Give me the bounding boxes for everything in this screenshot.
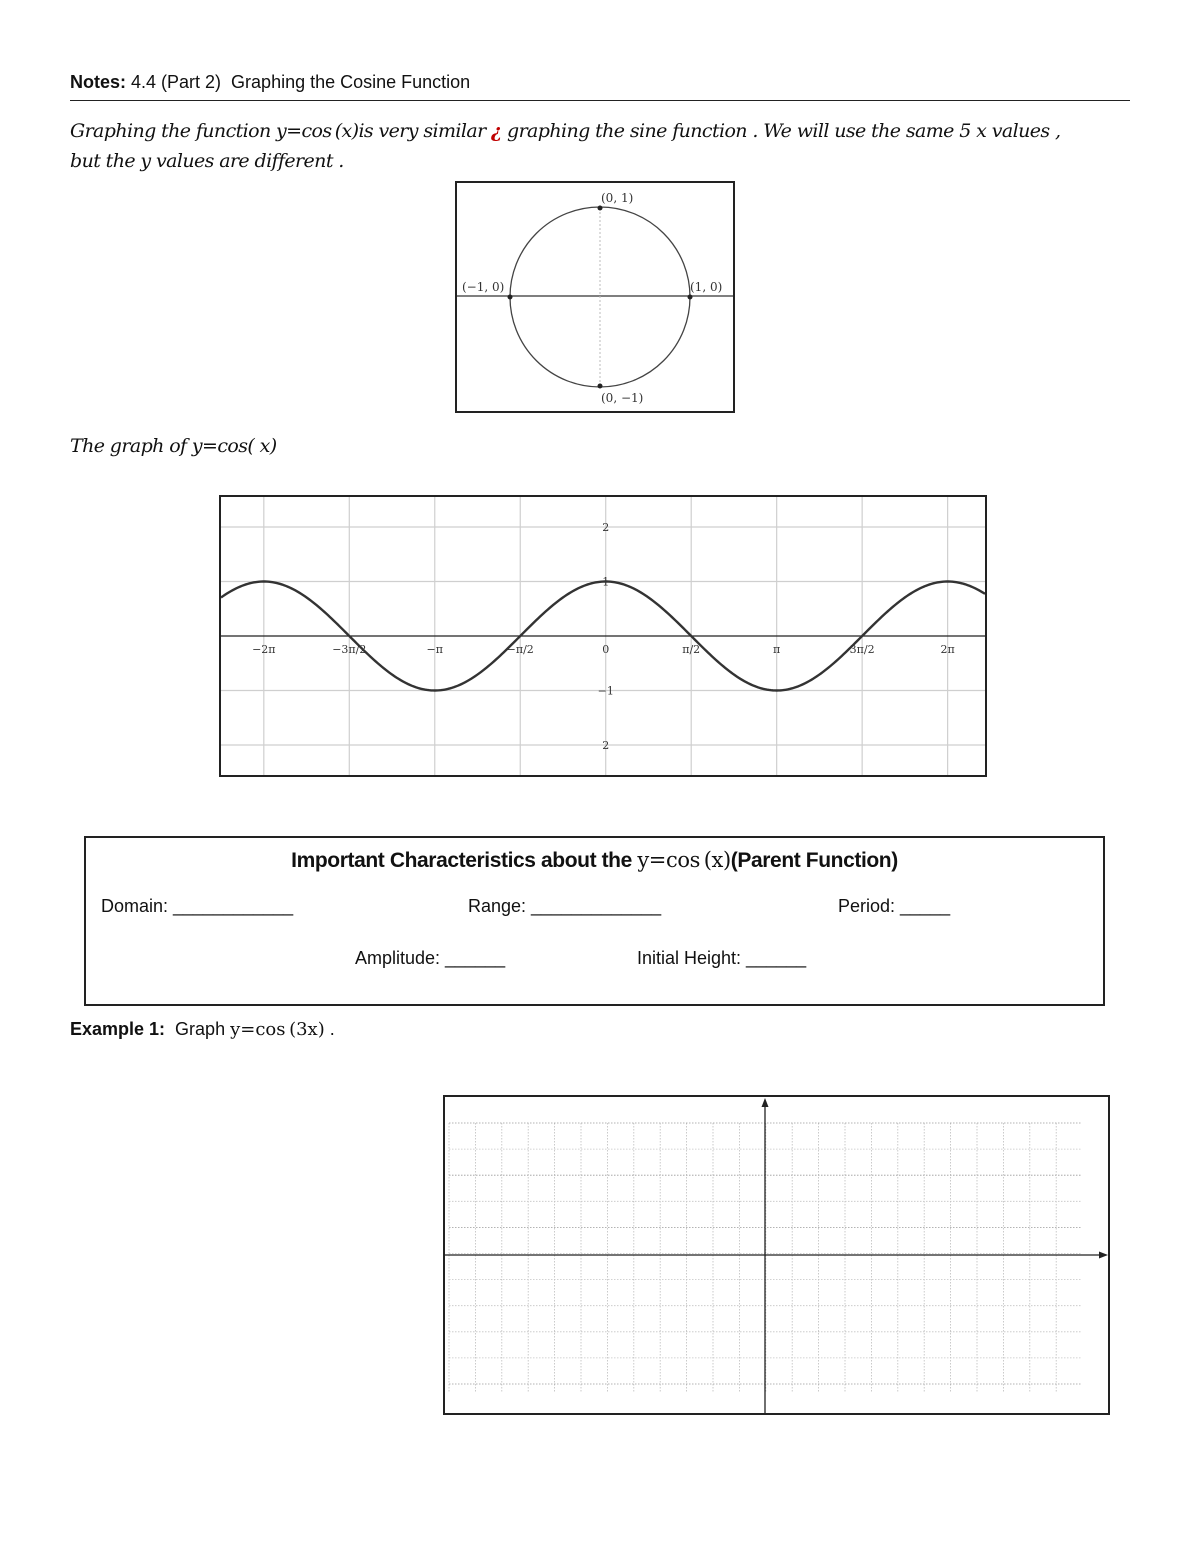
y-tick-label: −1 xyxy=(597,684,614,698)
x-tick-label: 2π xyxy=(940,643,955,656)
domain-field: Domain: ____________ xyxy=(101,896,294,916)
notes-header xyxy=(70,72,1130,101)
unit-circle-svg xyxy=(457,183,733,411)
characteristics-title-b: (Parent Function) xyxy=(730,849,898,872)
point-top xyxy=(598,206,603,211)
intro-mark: ¿ xyxy=(491,120,502,142)
blank-x-axis-arrow xyxy=(1099,1252,1108,1259)
characteristics-box xyxy=(84,836,1105,1006)
cosine-graph-svg xyxy=(221,497,985,775)
period-field: Period: _____ xyxy=(838,896,951,916)
x-tick-label: π/2 xyxy=(682,643,701,656)
example-1-text: Graph xyxy=(165,1019,231,1039)
amplitude-field: Amplitude: ______ xyxy=(355,948,506,968)
point-bottom xyxy=(598,384,603,389)
blank-y-axis-arrow xyxy=(762,1098,769,1107)
x-tick-label: π xyxy=(773,643,781,656)
example-1-label: Example 1: xyxy=(70,1019,166,1039)
label-1-0: (1, 0) xyxy=(690,280,723,294)
notes-title: 4.4 (Part 2) Graphing the Cosine Function xyxy=(126,72,471,92)
x-tick-label: −2π xyxy=(252,643,276,656)
label-0-neg1: (0, −1) xyxy=(601,391,644,405)
example-1-math: y=cos (3x) xyxy=(230,1019,325,1040)
x-tick-label: −3π/2 xyxy=(332,643,367,656)
y-tick-label: 1 xyxy=(602,575,610,589)
y-tick-label: 2 xyxy=(602,739,610,753)
point-right xyxy=(688,295,693,300)
characteristics-title-math: y=cos (x) xyxy=(637,848,731,872)
cosine-graph xyxy=(219,495,987,777)
unit-circle-figure xyxy=(455,181,735,413)
range-field: Range: _____________ xyxy=(468,896,662,916)
label-neg1-0: (−1, 0) xyxy=(462,280,505,294)
intro-text-b: graphing the sine function . We will use the same 5 x values , xyxy=(501,120,1061,142)
blank-grid-svg xyxy=(445,1097,1108,1413)
graph-caption: The graph of y=cos( x) xyxy=(70,435,277,457)
x-tick-label: −π/2 xyxy=(506,643,534,656)
characteristics-title xyxy=(86,848,1103,873)
y-tick-label: 2 xyxy=(602,520,610,534)
notes-label: Notes: xyxy=(70,72,127,92)
intro-text-a: Graphing the function y=cos (x)is very similar xyxy=(70,120,492,142)
example-1 xyxy=(70,1019,335,1040)
blank-graph-grid xyxy=(443,1095,1110,1415)
intro-line-1 xyxy=(70,120,1060,142)
label-0-1: (0, 1) xyxy=(601,191,634,205)
intro-line-2: but the y values are different . xyxy=(70,150,344,172)
x-tick-label: −π xyxy=(426,643,443,656)
point-left xyxy=(508,295,513,300)
characteristics-title-a: Important Characteristics about the xyxy=(291,849,638,872)
initial-height-field: Initial Height: ______ xyxy=(637,948,807,968)
example-1-end: . xyxy=(324,1019,335,1039)
x-tick-label: 3π/2 xyxy=(849,643,875,656)
x-tick-label: 0 xyxy=(602,643,610,656)
